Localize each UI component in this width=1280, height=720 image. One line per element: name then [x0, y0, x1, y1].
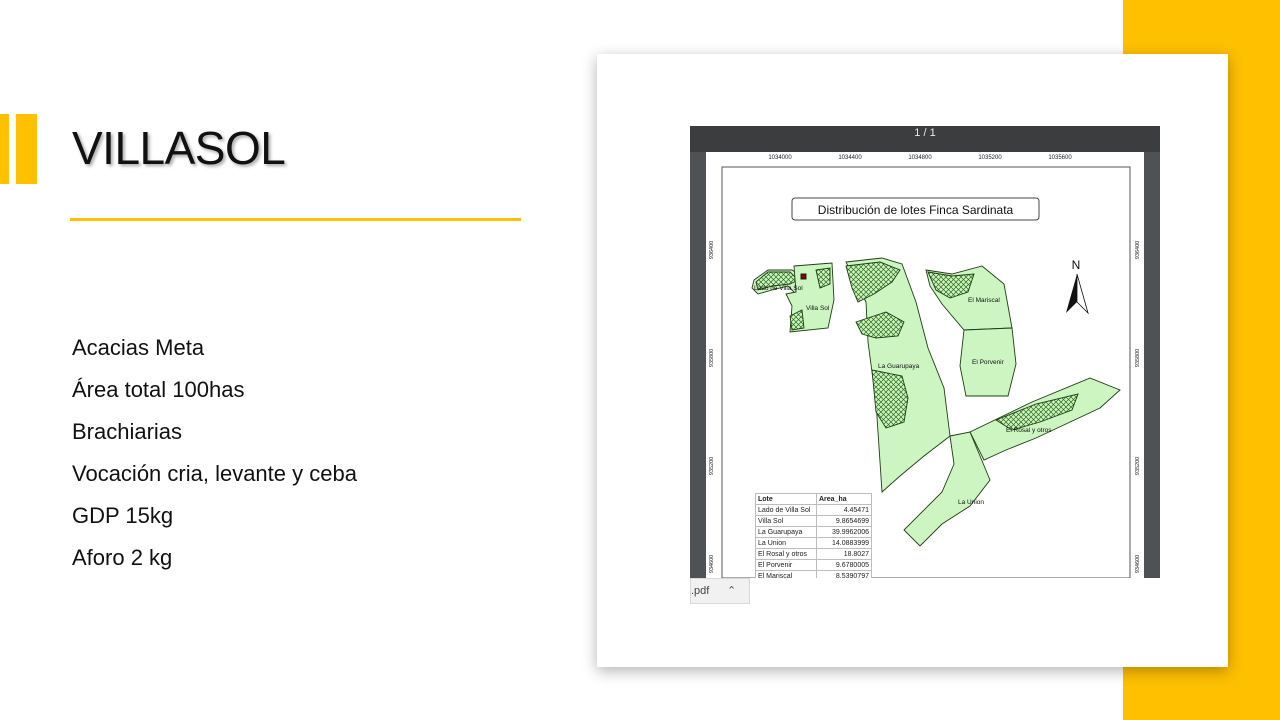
accent-ticks — [0, 114, 37, 184]
lot-label: La Union — [958, 499, 985, 506]
table-cell-lote: El Mariscal — [756, 571, 817, 579]
download-filename: .pdf — [691, 585, 710, 597]
table-cell-lote: Villa Sol — [756, 516, 817, 527]
table-row — [756, 516, 872, 527]
table-header-row — [756, 494, 872, 505]
table-header-area: Area_ha — [817, 494, 872, 505]
table-row — [756, 505, 872, 516]
bullet-item: Área total 100has — [72, 377, 245, 402]
table-cell-area: 9.6780005 — [817, 560, 872, 571]
download-item[interactable] — [690, 578, 750, 604]
map-title: Distribución de lotes Finca Sardinata — [817, 203, 1014, 217]
lot-label: Villa Sol — [806, 305, 830, 312]
accent-tick — [0, 114, 9, 184]
bullet-item: Acacias Meta — [72, 335, 205, 360]
table-cell-lote: El Porvenir — [756, 560, 817, 571]
y-tick-label: 935800 — [709, 348, 715, 368]
table-cell-area: 14.0883999 — [817, 538, 872, 549]
table-cell-lote: El Rosal y otros — [756, 549, 817, 560]
x-ticks — [768, 155, 1072, 161]
table-cell-area: 18.8027 — [817, 549, 872, 560]
table-cell-area: 39.9962006 — [817, 527, 872, 538]
table-row — [756, 538, 872, 549]
x-tick-label: 1034400 — [838, 155, 862, 161]
bullet-item: Aforo 2 kg — [72, 545, 173, 570]
table-row — [756, 527, 872, 538]
pdf-viewer — [690, 126, 1160, 578]
y-tick-label: 935200 — [709, 456, 715, 476]
x-tick-label: 1034000 — [768, 155, 792, 161]
pdf-page — [706, 152, 1144, 578]
lot-label: El Porvenir — [972, 359, 1004, 366]
y-tick-label: 936400 — [1135, 240, 1141, 260]
table-cell-area: 9.8654699 — [817, 516, 872, 527]
title-underline — [70, 218, 521, 221]
slide-title: VILLASOL — [72, 122, 286, 174]
lot-label: El Mariscal — [968, 297, 1000, 304]
table-row — [756, 549, 872, 560]
viewer-toolbar — [690, 126, 1160, 152]
area-table — [755, 493, 872, 578]
table-cell-lote: La Guarupaya — [756, 527, 817, 538]
y-tick-label: 935200 — [1135, 456, 1141, 476]
lot-label: La Guarupaya — [878, 363, 920, 370]
bullet-item: Vocación cria, levante y ceba — [72, 461, 357, 486]
chevron-up-icon[interactable]: ⌃ — [727, 585, 737, 597]
y-tick-label: 934600 — [709, 554, 715, 574]
north-arrow-icon — [1066, 258, 1088, 313]
x-tick-label: 1034800 — [908, 155, 932, 161]
bullet-item: Brachiarias — [72, 419, 183, 444]
x-tick-label: 1035600 — [1048, 155, 1072, 161]
lot-label: El Rosal y otros — [1006, 427, 1052, 434]
table-cell-lote: Lado de Villa Sol — [756, 505, 817, 516]
table-cell-area: 4.45471 — [817, 505, 872, 516]
table-cell-lote: La Union — [756, 538, 817, 549]
table-cell-area: 8.5390797 — [817, 571, 872, 579]
table-row — [756, 560, 872, 571]
y-tick-label: 934600 — [1135, 554, 1141, 574]
table-header-lote: Lote — [756, 494, 817, 505]
bullet-list — [72, 327, 357, 579]
page-indicator: 1 / 1 — [914, 127, 936, 139]
table-row — [756, 571, 872, 579]
y-tick-label: 935800 — [1135, 348, 1141, 368]
bullet-item: GDP 15kg — [72, 503, 174, 528]
accent-tick — [16, 114, 37, 184]
x-tick-label: 1035200 — [978, 155, 1002, 161]
svg-text:N: N — [1071, 258, 1081, 272]
lot-label: Lado de Villa Sol — [754, 285, 803, 292]
y-tick-label: 936400 — [709, 240, 715, 260]
